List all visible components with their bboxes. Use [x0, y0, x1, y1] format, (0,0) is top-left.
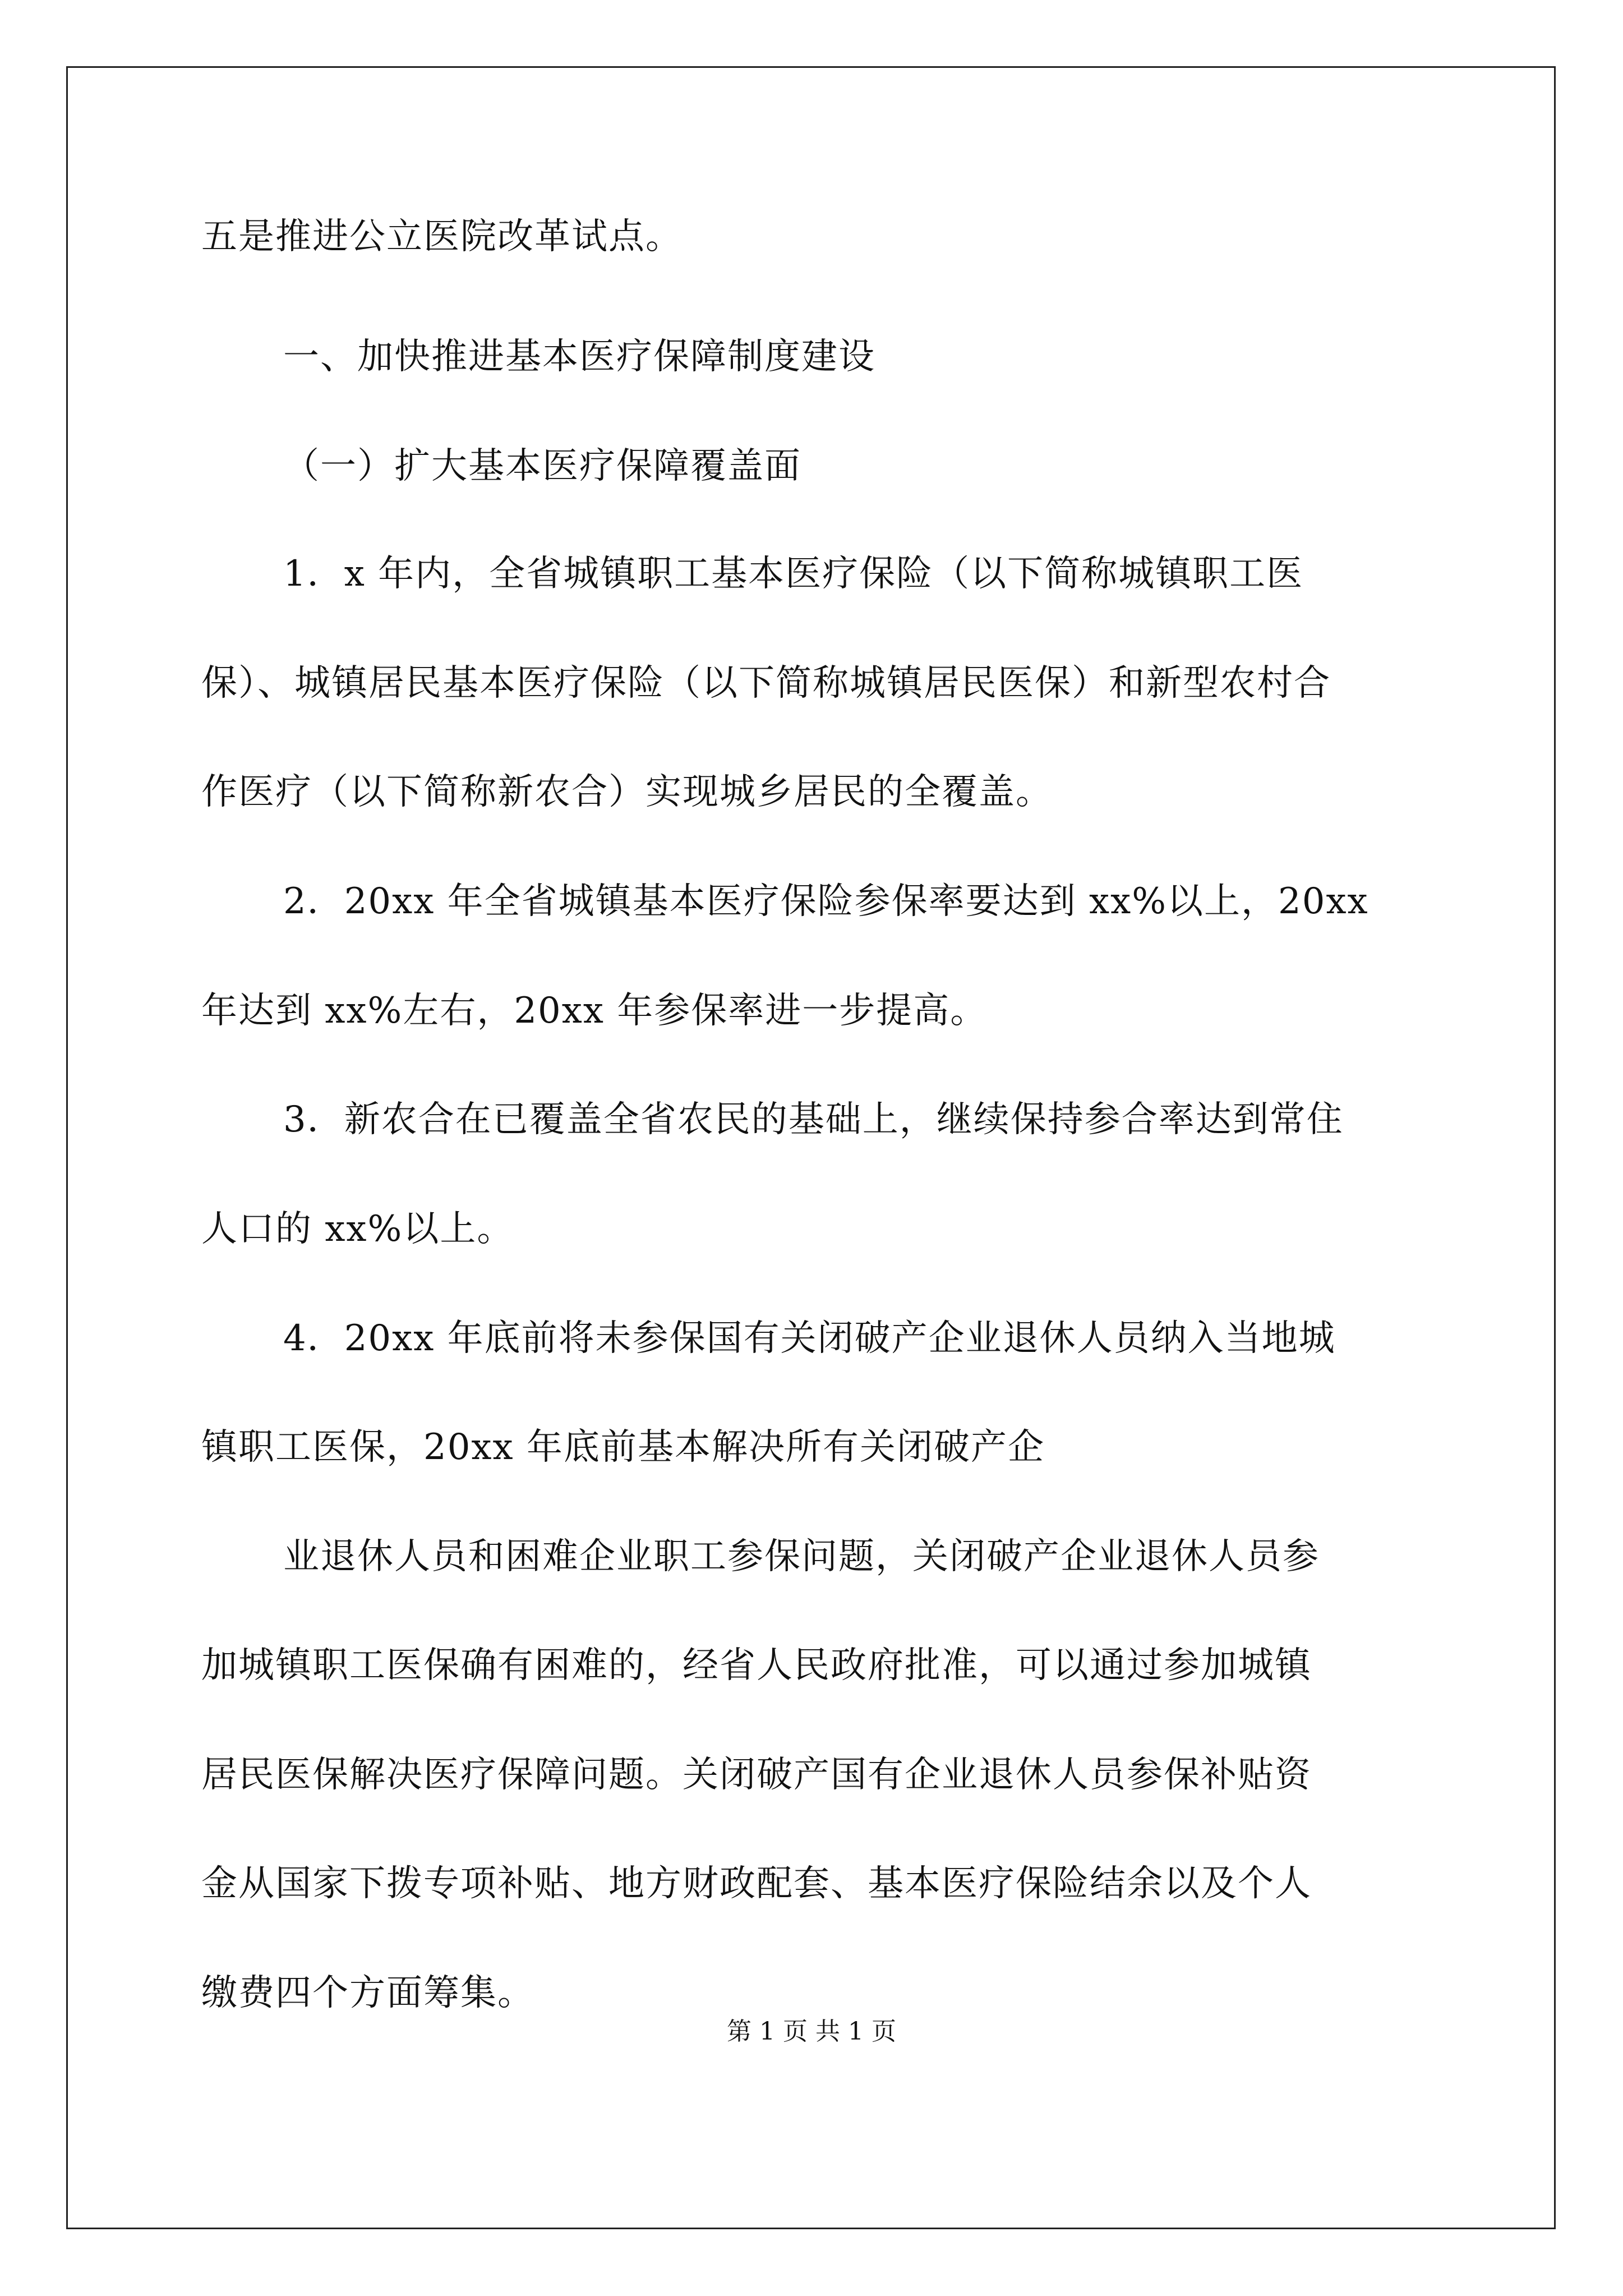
text-line: 4．20xx 年底前将未参保国有关闭破产企业退休人员纳入当地城	[283, 1318, 1336, 1359]
text-line: 作医疗（以下简称新农合）实现城乡居民的全覆盖。	[201, 771, 1053, 813]
text-line: 3．新农合在已覆盖全省农民的基础上，继续保持参合率达到常住	[283, 1099, 1344, 1140]
text-line: 金从国家下拨专项补贴、地方财政配套、基本医疗保险结余以及个人	[201, 1863, 1312, 1904]
page-footer: 第 1 页 共 1 页	[727, 2017, 896, 2046]
text-line: 缴费四个方面筹集。	[201, 1972, 534, 2014]
subsection-heading: （一）扩大基本医疗保障覆盖面	[283, 445, 801, 487]
text-line: 保）、城镇居民基本医疗保险（以下简称城镇居民医保）和新型农村合	[201, 662, 1331, 704]
section-heading: 一、加快推进基本医疗保障制度建设	[283, 336, 875, 378]
text-line: 业退休人员和困难企业职工参保问题，关闭破产企业退休人员参	[283, 1536, 1320, 1577]
text-line: 年达到 xx%左右，20xx 年参保率进一步提高。	[201, 990, 988, 1032]
text-line: 2．20xx 年全省城镇基本医疗保险参保率要达到 xx%以上，20xx	[283, 881, 1369, 922]
text-line: 人口的 xx%以上。	[201, 1208, 514, 1250]
text-line: 镇职工医保，20xx 年底前基本解决所有关闭破产企	[201, 1427, 1045, 1468]
text-line: 1．x 年内，全省城镇职工基本医疗保险（以下简称城镇职工医	[283, 553, 1304, 595]
text-line: 加城镇职工医保确有困难的，经省人民政府批准，可以通过参加城镇	[201, 1645, 1312, 1686]
text-line: 五是推进公立医院改革试点。	[201, 216, 683, 257]
text-line: 居民医保解决医疗保障问题。关闭破产国有企业退休人员参保补贴资	[201, 1754, 1312, 1796]
